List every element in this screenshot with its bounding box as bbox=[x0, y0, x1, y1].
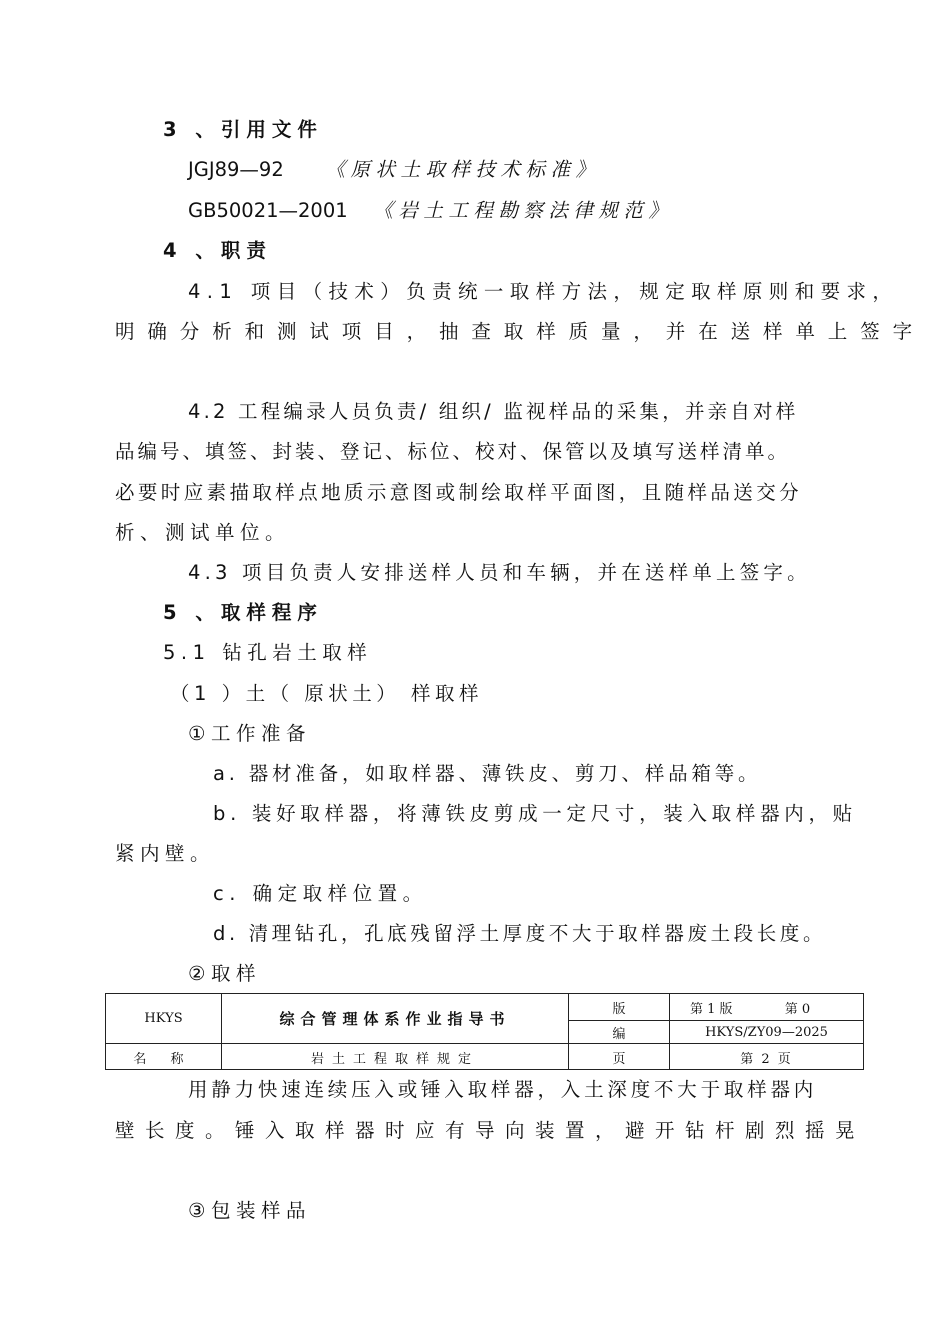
item-b-line-1: b. 装好取样器，将薄铁皮剪成一定尺寸，装入取样器内，贴 bbox=[213, 802, 857, 825]
paragraph-4-2-line-4: 析、测试单位。 bbox=[115, 521, 291, 544]
item-a: a. 器材准备，如取样器、薄铁皮、剪刀、样品箱等。 bbox=[213, 762, 762, 785]
edition-label: 版 bbox=[612, 1001, 626, 1017]
edition-extra: 第 0 bbox=[784, 1001, 811, 1017]
paragraph-4-2-line-3: 必要时应素描取样点地质示意图或制绘取样平面图，且随样品送交分 bbox=[115, 481, 803, 504]
paragraph-sampling-line-2: 壁长度。锤入取样器时应有导向装置，避开钻杆剧烈摇晃 bbox=[115, 1119, 866, 1142]
name-label: 名 称 bbox=[133, 1052, 194, 1067]
section-5-heading: 5 、取样程序 bbox=[163, 601, 323, 624]
reference-1-title: 《原状土取样技术标准》 bbox=[325, 158, 601, 181]
reference-1-code: JGJ89—92 bbox=[188, 158, 284, 181]
document-header-table bbox=[105, 993, 864, 1070]
edition-label-cell bbox=[569, 994, 670, 1021]
edition-value: 第 1 版 bbox=[690, 1001, 733, 1017]
paragraph-4-2-line-2: 品编号、填签、封装、登记、标位、校对、保管以及填写送样清单。 bbox=[115, 440, 791, 463]
item-c: c. 确定取样位置。 bbox=[213, 882, 428, 905]
section-3-heading: 3 、引用文件 bbox=[163, 118, 323, 141]
reference-2-code: GB50021—2001 bbox=[188, 199, 348, 222]
item-b-line-2: 紧内壁。 bbox=[115, 842, 216, 865]
name-value: 岩土工程取样规定 bbox=[310, 1052, 479, 1067]
reference-2 bbox=[188, 197, 673, 225]
document-title: 综合管理体系作业指导书 bbox=[279, 1010, 511, 1028]
page-label-cell bbox=[569, 1044, 670, 1070]
paragraph-sampling-line-1: 用静力快速连续压入或锤入取样器，入土深度不大于取样器内 bbox=[188, 1078, 818, 1101]
paragraph-4-2-line-1: 4.2 工程编录人员负责/ 组织/ 监视样品的采集，并亲自对样 bbox=[188, 400, 799, 423]
page-value: 第 2 页 bbox=[740, 1052, 793, 1067]
edition-value-cell bbox=[670, 994, 864, 1021]
paragraph-4-1-line-2: 明确分析和测试项目，抽查取样质量，并在送样单上签字 bbox=[115, 320, 926, 343]
name-value-cell bbox=[222, 1044, 569, 1070]
section-5-1-1: （1 ）土（ 原状土） 样取样 bbox=[170, 682, 484, 705]
company-code-cell bbox=[106, 994, 222, 1044]
page-value-cell bbox=[670, 1044, 864, 1070]
section-4-heading: 4 、职责 bbox=[163, 239, 272, 262]
section-5-1: 5.1 钻孔岩土取样 bbox=[163, 641, 373, 664]
step-1-heading: ①工作准备 bbox=[188, 722, 311, 745]
reference-1 bbox=[188, 156, 600, 184]
item-d: d. 清理钻孔，孔底残留浮土厚度不大于取样器废土段长度。 bbox=[213, 922, 827, 945]
code-value: HKYS/ZY09—2025 bbox=[705, 1024, 828, 1040]
page-label: 页 bbox=[612, 1052, 626, 1067]
code-label-cell bbox=[569, 1021, 670, 1044]
name-label-cell bbox=[106, 1044, 222, 1070]
code-value-cell bbox=[670, 1021, 864, 1044]
paragraph-4-1-line-1: 4.1 项目（技术）负责统一取样方法，规定取样原则和要求， bbox=[188, 280, 899, 303]
paragraph-4-3: 4.3 项目负责人安排送样人员和车辆，并在送样单上签字。 bbox=[188, 561, 811, 584]
reference-2-title: 《岩土工程勘察法律规范》 bbox=[373, 199, 674, 222]
code-label: 编 bbox=[612, 1026, 626, 1042]
step-3-heading: ③包装样品 bbox=[188, 1199, 311, 1222]
company-code: HKYS bbox=[144, 1011, 183, 1026]
step-2-heading: ②取样 bbox=[188, 962, 261, 985]
document-title-cell bbox=[222, 994, 569, 1044]
